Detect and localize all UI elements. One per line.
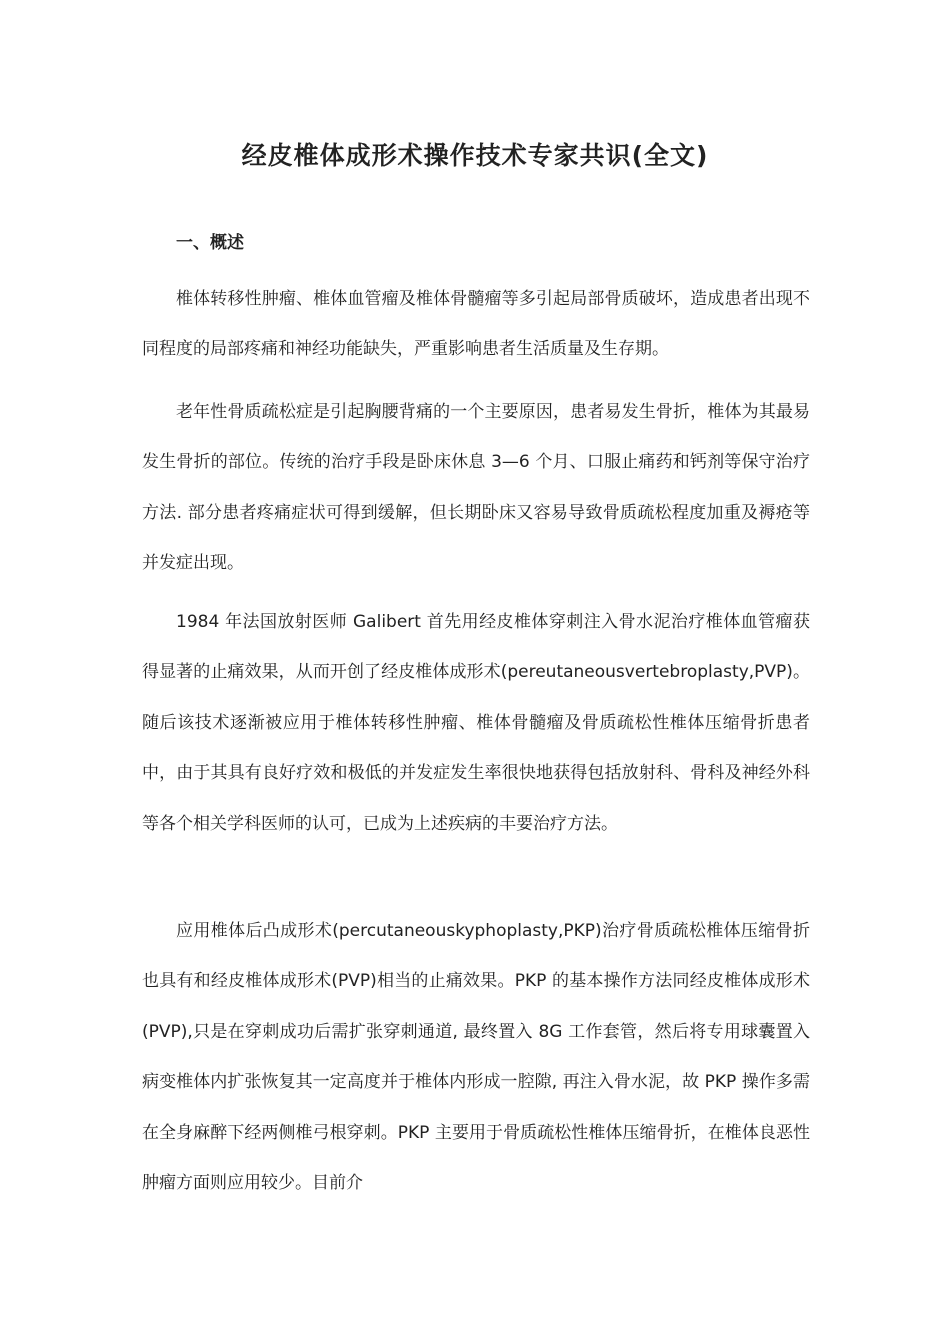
paragraph-3: 1984 年法国放射医师 Galibert 首先用经皮椎体穿刺注入骨水泥治疗椎体血管瘤获得显著的止痛效果，从而开创了经皮椎体成形术(pereutaneousvertebroplasty,PVP)。随后该技术逐渐被应用于椎体转移性肿瘤、椎体骨髓瘤及骨质疏松性椎体压缩骨折患者中，由于其具有良好疗效和极低的并发症发生率很快地获得包括放射科、骨科及神经外科等各个相关学科医师的认可，已成为上述疾病的丰要治疗方法。 xyxy=(142,612,810,834)
document-title: 经皮椎体成形术操作技术专家共识(全文) xyxy=(241,141,709,170)
paragraph-4: 应用椎体后凸成形术(percutaneouskyphoplasty,PKP)治疗骨质疏松椎体压缩骨折也具有和经皮椎体成形术(PVP)相当的止痛效果。PKP 的基本操作方法同经皮椎体成形术(PVP),只是在穿刺成功后需扩张穿刺通道, 最终置入 8G 工作套管，然后将专用球囊置入病变椎体内扩张恢复其一定高度并于椎体内形成一腔隙, 再注入骨水泥，故 PKP 操作多需在全身麻醉下经两侧椎弓根穿刺。PKP 主要用于骨质疏松性椎体压缩骨折，在椎体良恶性肿瘤方面则应用较少。目前介 xyxy=(142,921,810,1194)
paragraph-1: 椎体转移性肿瘤、椎体血管瘤及椎体骨髓瘤等多引起局部骨质破坏，造成患者出现不同程度的局部疼痛和神经功能缺失，严重影响患者生活质量及生存期。 xyxy=(142,289,810,360)
section-heading: 一、概述 xyxy=(176,233,244,253)
paragraph-2: 老年性骨质疏松症是引起胸腰背痛的一个主要原因，患者易发生骨折，椎体为其最易发生骨折的部位。传统的治疗手段是卧床休息 3—6 个月、口服止痛药和钙剂等保守治疗方法. 部分患者疼痛症状可得到缓解，但长期卧床又容易导致骨质疏松程度加重及褥疮等并发症出现。 xyxy=(142,402,810,574)
